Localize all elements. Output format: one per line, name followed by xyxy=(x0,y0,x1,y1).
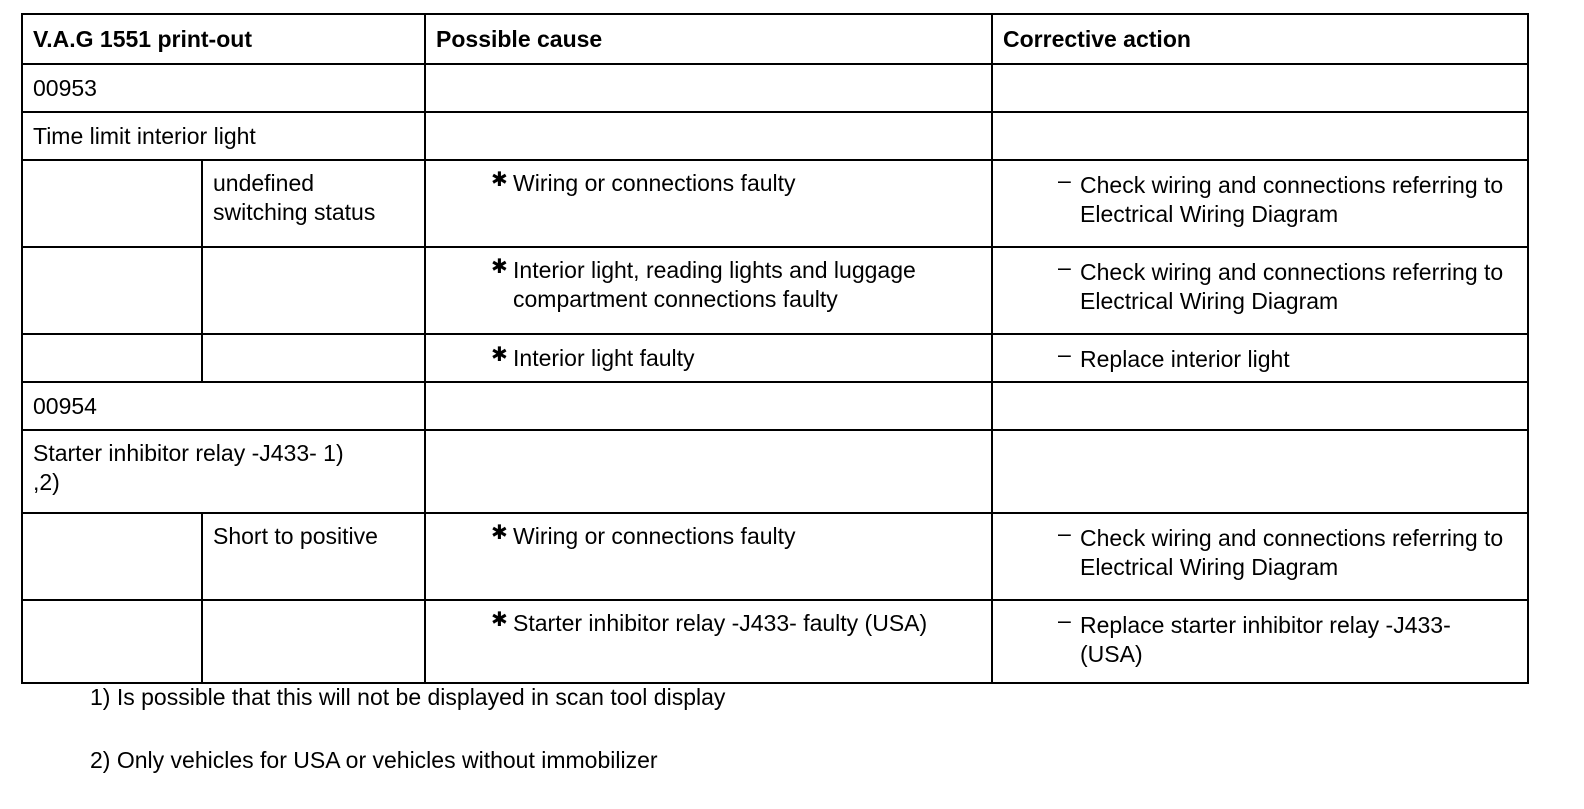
cause-text: Wiring or connections faulty xyxy=(513,523,796,549)
table-row xyxy=(22,247,1528,334)
cause-text: Interior light, reading lights and luggage compartment connections faulty xyxy=(513,257,916,312)
bullet-icon: ✱ xyxy=(491,169,508,191)
component-name: Time limit interior light xyxy=(22,112,425,160)
action-text: Check wiring and connections referring to Electrical Wiring Diagram xyxy=(1080,172,1504,227)
bullet-icon: ✱ xyxy=(491,343,508,366)
table-row xyxy=(22,112,1528,160)
table-row xyxy=(22,160,1528,247)
footnote-2: 2) Only vehicles for USA or vehicles without immobilizer xyxy=(90,747,658,773)
footnotes xyxy=(90,683,725,809)
action-text: Check wiring and connections referring to Electrical Wiring Diagram xyxy=(1080,525,1504,580)
cause-text: Wiring or connections faulty xyxy=(513,170,796,196)
cause-text: Starter inhibitor relay -J433- faulty (USA) xyxy=(513,610,928,636)
table-row xyxy=(22,513,1528,600)
dash-icon: – xyxy=(1058,607,1071,633)
dash-icon: – xyxy=(1058,340,1071,367)
bullet-icon: ✱ xyxy=(491,609,508,631)
fault-code: 00954 xyxy=(22,382,425,430)
component-name: Starter inhibitor relay -J433- 1) ,2) xyxy=(22,430,425,513)
header-corrective-action: Corrective action xyxy=(992,14,1528,64)
action-text: Replace interior light xyxy=(1080,345,1290,372)
action-text: Check wiring and connections referring to Electrical Wiring Diagram xyxy=(1080,259,1504,314)
action-text: Replace starter inhibitor relay -J433- (USA) xyxy=(1080,612,1451,667)
dash-icon: – xyxy=(1058,167,1071,193)
cause-text: Interior light faulty xyxy=(513,344,695,371)
dash-icon: – xyxy=(1058,254,1071,280)
table-row xyxy=(22,334,1528,382)
header-possible-cause: Possible cause xyxy=(425,14,992,64)
bullet-icon: ✱ xyxy=(491,256,508,278)
status-text xyxy=(202,247,425,334)
status-text: Short to positive xyxy=(202,513,425,600)
table-row xyxy=(22,64,1528,112)
diagnostic-table xyxy=(21,13,1529,684)
table-row xyxy=(22,382,1528,430)
table-row xyxy=(22,430,1528,513)
header-printout: V.A.G 1551 print-out xyxy=(22,14,425,64)
table-header-row xyxy=(22,14,1528,64)
status-text xyxy=(202,334,425,382)
status-text xyxy=(202,600,425,683)
bullet-icon: ✱ xyxy=(491,522,508,544)
footnote-1: 1) Is possible that this will not be displayed in scan tool display xyxy=(90,684,726,710)
status-text: undefined switching status xyxy=(202,160,425,247)
dash-icon: – xyxy=(1058,520,1071,546)
table-row xyxy=(22,600,1528,683)
fault-code: 00953 xyxy=(22,64,425,112)
